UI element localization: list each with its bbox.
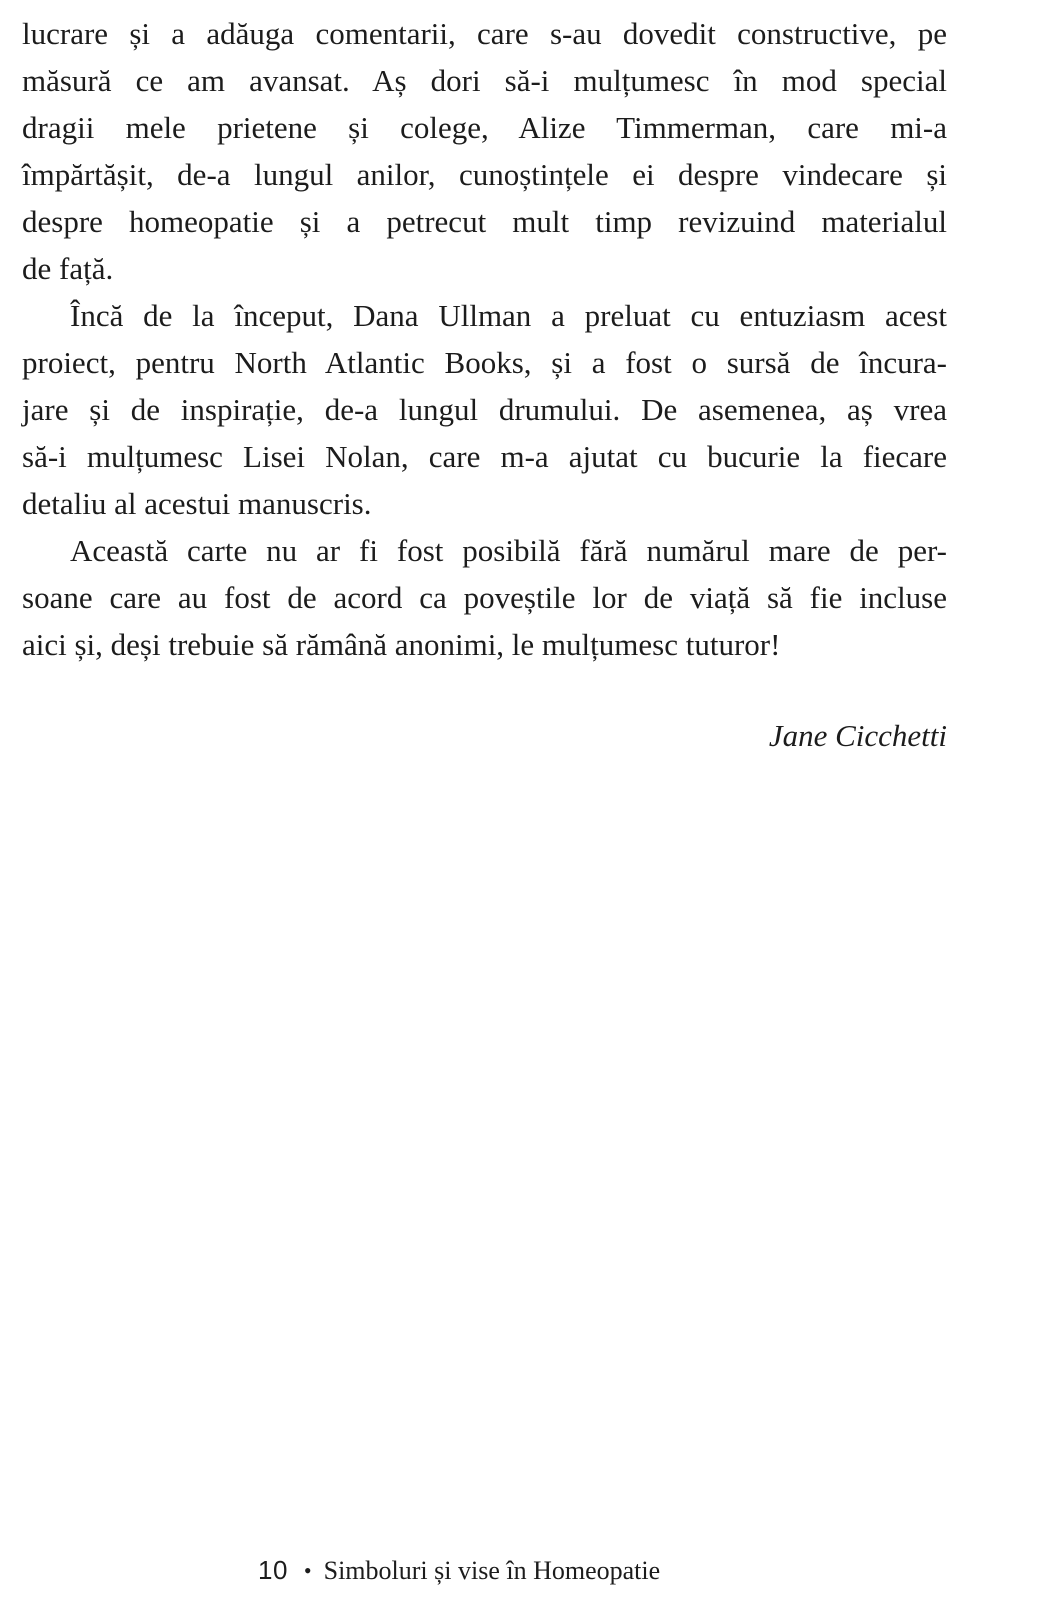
book-title: Simboluri și vise în Homeopatie — [323, 1556, 661, 1585]
body-text — [22, 10, 947, 668]
text-line: detaliu al acestui manuscris. — [22, 486, 372, 521]
text-line: Încă de la început, Dana Ullman a preluat cu entuziasm acest — [70, 298, 947, 333]
page-number: 10 — [258, 1555, 288, 1585]
text-line: să-i mulțumesc Lisei Nolan, care m-a ajutat cu bucurie la fiecare — [22, 439, 947, 474]
text-line: măsură ce am avansat. Aș dori să-i mulțumesc în mod special — [22, 63, 947, 98]
text-line: de față. — [22, 251, 114, 286]
footer-separator: • — [303, 1558, 312, 1583]
text-line: împărtășit, de-a lungul anilor, cunoștințele ei despre vindecare și — [22, 157, 947, 192]
text-line: despre homeopatie și a petrecut mult timp revizuind materialul — [22, 204, 947, 239]
text-line: proiect, pentru North Atlantic Books, și a fost o sursă de încura- — [22, 345, 947, 380]
text-line: dragii mele prietene și colege, Alize Timmerman, care mi-a — [22, 110, 947, 145]
text-line: Această carte nu ar fi fost posibilă fără numărul mare de per- — [70, 533, 947, 568]
text-line: jare și de inspirație, de-a lungul drumului. De asemenea, aș vrea — [22, 392, 947, 427]
page-footer — [258, 1552, 660, 1589]
author-signature: Jane Cicchetti — [768, 718, 947, 753]
text-line: lucrare și a adăuga comentarii, care s-au dovedit constructive, pe — [22, 16, 947, 51]
text-line: soane care au fost de acord ca poveștile lor de viață să fie incluse — [22, 580, 947, 615]
text-line: aici și, deși trebuie să rămână anonimi, le mulțumesc tuturor! — [22, 627, 781, 662]
